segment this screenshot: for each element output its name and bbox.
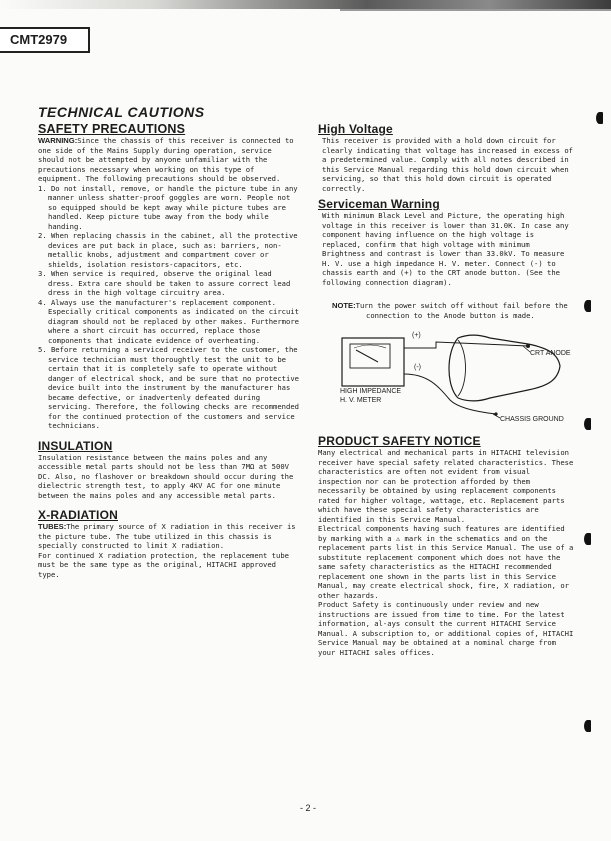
- plus-label: (+): [412, 332, 421, 339]
- xradiation-heading: X-RADIATION: [38, 508, 118, 522]
- binder-mark-5: [584, 720, 591, 732]
- product-safety-heading: PRODUCT SAFETY NOTICE: [318, 434, 481, 448]
- safety-list: [38, 184, 300, 431]
- chassis-ground-label: CHASSIS GROUND: [500, 416, 564, 423]
- insulation-heading: INSULATION: [38, 438, 113, 453]
- right-column: [318, 122, 576, 657]
- binder-mark-4: [584, 533, 591, 545]
- scan-artifact-line: [340, 9, 611, 11]
- model-number-box: [0, 27, 90, 53]
- warning-text: Since the chassis of this receiver is connected to one side of the Mains Supply during operation, service should not be attempted by anyone unfamiliar with the precautions necessary when working on this type of equipment. The following precautions should be observed.: [38, 136, 294, 183]
- note-paragraph: [318, 301, 576, 320]
- xradiation-paragraph-1: [38, 522, 300, 551]
- binder-mark-1: [596, 112, 603, 124]
- crt-neck: [458, 340, 466, 396]
- meter-label-1: HIGH IMPEDANCE: [340, 388, 402, 395]
- left-column: [38, 122, 300, 579]
- note-label: NOTE:: [332, 301, 356, 310]
- warning-label: WARNING:: [38, 136, 78, 145]
- note-text: Turn the power switch off without fail before the connection to the Anode button is made.: [355, 301, 568, 320]
- safety-item-2: 2. When replacing chassis in the cabinet, all the protective devices are put back in place, such as: barriers, non-metallic knobs, adjustment and compartment cover or shields, isolation resistors-capacitors, etc.: [38, 231, 298, 269]
- serviceman-warning-heading: Serviceman Warning: [318, 197, 440, 211]
- binder-mark-3: [584, 418, 591, 430]
- tubes-label: TUBES:: [38, 522, 67, 531]
- model-number: CMT2979: [10, 32, 68, 47]
- high-voltage-text: This receiver is provided with a hold down circuit for clearly indicating that voltage has increased in excess of a predetermined value. Comply with all notes described in this Service Manual regarding this hold down circuit when servicing, so that this hold down circuit is operated correctly.: [322, 136, 573, 193]
- safety-item-5: 5. Before returning a serviced receiver to the customer, the service technician must thoroughtly test the unit to be certain that it is completely safe to operate without danger of electrical shock, and be sure that no protective device built into the instrument by the manufacturer has became defective, or inadvertenly defeated during servicing. Therefore, the following checks are recommended for the continued protection of the customers and service technicians.: [38, 345, 299, 430]
- page-number: - 2 -: [300, 803, 317, 813]
- note-block: [318, 301, 576, 320]
- xradiation-text-2: For continued X radiation protection, the replacement tube must be the same type as the original, HITACHI approved type.: [38, 550, 289, 579]
- page-title: TECHNICAL CAUTIONS: [38, 104, 205, 120]
- anode-button: [526, 344, 530, 348]
- scan-artifact-bar: [0, 0, 611, 9]
- meter-label-2: H. V. METER: [340, 397, 382, 404]
- safety-item-4: 4. Always use the manufacturer's replacement component. Especially critical components as indicated on the circuit diagram should not be replaced by other makes. Furthermore where a short circuit has occurred, replace those components that indicate evidence of overheating.: [38, 297, 299, 345]
- ground-point: [494, 412, 497, 415]
- meter-needle: [356, 350, 378, 362]
- hv-connection-diagram: [318, 326, 576, 434]
- plus-lead: [404, 342, 528, 348]
- xradiation-text-1: The primary source of X radiation in this receiver is the picture tube. The tube utilized in this chassis is specially constructed to limit X radiation.: [38, 522, 296, 550]
- high-voltage-heading: High Voltage: [318, 122, 393, 136]
- safety-precautions-heading: SAFETY PRECAUTIONS: [38, 122, 186, 136]
- binder-mark-2: [584, 300, 591, 312]
- product-safety-p2: Electrical components having such features are identified by marking with a ⚠ mark in the schematics and on the replacement parts list in this Service Manual. The use of a substitute replacement component which does not have the same safety characteristics as the HITACHI recommended replacement one shown in the parts list in this Service Manual, may create electrical shock, fire, X radiation, or other hazards.: [318, 524, 574, 600]
- serviceman-warning-text: With minimum Black Level and Picture, the operating high voltage in this receiver is lower than 31.0K. In case any component having influence on the high voltage is replaced, confirm that high voltage with minimum Brightness and contrast is lower than 33.0kV. To measure H. V. use a high impedance H. V. meter. Connect (-) to chassis earth and (+) to the CRT anode button. (See the following connection diagram).: [322, 211, 569, 287]
- meter-scale: [354, 345, 386, 348]
- minus-label: (-): [414, 364, 421, 371]
- insulation-text: Insulation resistance between the mains poles and any accessible metal parts should not be less than 7MΩ at 500V DC. Also, no flashover or breakdown should occur during the dielectric strength test, to apply 4KV AC for one minute between the mains poles and any accessible metal parts.: [38, 452, 294, 500]
- crt-anode-label: CRT ANODE: [530, 350, 571, 357]
- safety-item-1: 1. Do not install, remove, or handle the picture tube in any manner unless shatter-proof goggles are worn. People not so equipped should be kept away while picture tubes are handled. Keep picture tube away from the body while handing.: [38, 183, 298, 231]
- warning-paragraph: [38, 136, 300, 184]
- product-safety-p3: Product Safety is continuously under review and new instructions are issued from time to time. For the latest information, al-ays consult the current HITACHI Service Manual. A subscription to, or additional copies of, HITACHI Service Manual may be obtained at a nominal charge from your HITACHI sales offices.: [318, 600, 574, 657]
- safety-item-3: 3. When service is required, observe the original lead dress. Extra care should be taken to assure correct lead dress in the high voltage circuitry area.: [38, 269, 291, 297]
- product-safety-p1: Many electrical and mechanical parts in HITACHI television receiver have special safety related characteristics. These characteristics are often not evident from visual inspection nor can be protection afforded by them necessarily be obtained by using replacement components rated for higher voltage, wattage, etc. Replacement parts which have these special safety characteristics are identified in this Service Manual.: [318, 448, 574, 524]
